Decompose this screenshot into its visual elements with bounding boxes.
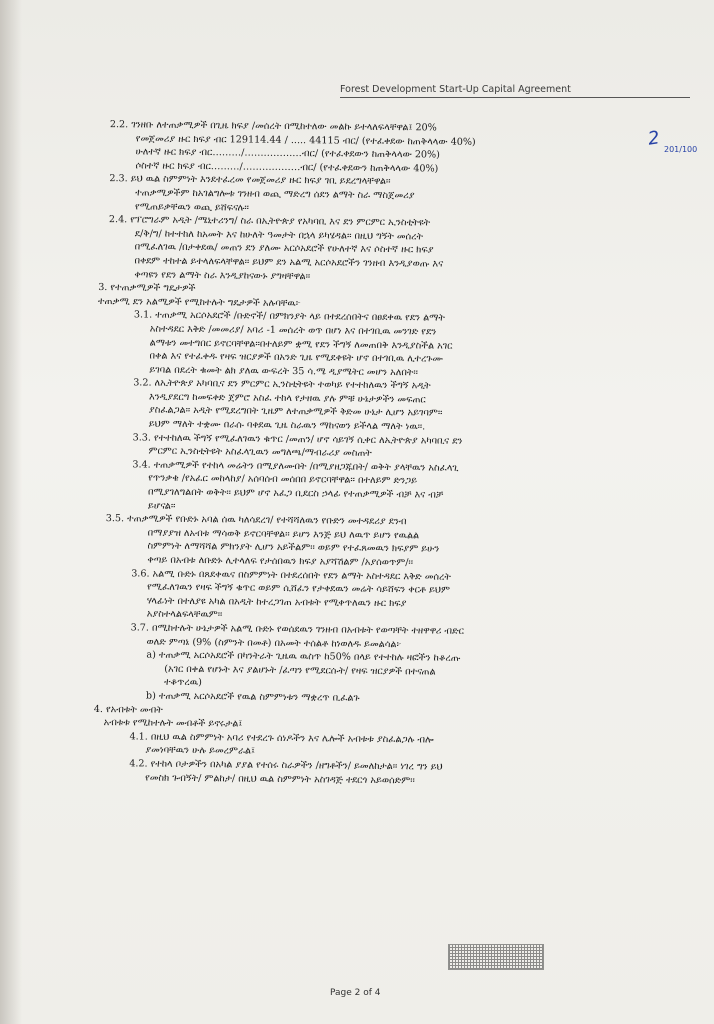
body-line: ሶስተኛ ዙር ክፍያ ብር………/………………ብር/ (የተፈቀደውን ከጠቅላላው 40%) <box>135 160 439 175</box>
scan-edge-shadow <box>0 0 22 1024</box>
body-line: ቀጣይ በአብቱ ለቡድኑ ሊተላለፍ የታሰበዉን ክፍያ አያሻሽልም /አያሰወጥም/፡፡ <box>147 554 414 569</box>
body-line: 4.1. በዚህ ዉል ስምምነት አባሪ የተደረጉ ሰነዶችን እና ሌሎች አብቱቱ ያስፈልጋሉ ብሎ <box>129 731 434 746</box>
body-line: የጥንቃቄ /የአፈር መከላከያ/ አሰባሰብ መሰበበ ይኖርባቸዋል፡፡ በተለይም ድንጋይ <box>148 472 418 487</box>
body-line: ደ/ቅ/ግ/ ከተተከለ ከአመት እና ከሁለት ዓመታት በኋላ ይካሄዳል፡፡ በዚህ ግኝት መሰረት <box>134 228 424 243</box>
body-line: በሚፈለገዉ /በታቀደዉ/ መጠን ደን ያለሙ አርሶአደሮች የሁለተኛ እና ሶስተኛ ዙር ክፍያ <box>134 241 434 256</box>
body-line: 3. የተጠቃሚዎች ግዴታዎች <box>98 282 196 295</box>
body-line: 2.4. የፕሮግራም አዲት /ሜኒተሪንግ/ ስራ በኢትዮጵያ የአካባቢ እና ደን ምርምር ኢንስቲትዩት <box>108 214 431 229</box>
agreement-body-text <box>93 118 690 790</box>
body-line: እንዲያደርግ ከመፍቀድ ጀምሮ አስፈ ተከላ የታዘዉ ያሉ ምቹ ሁኔታዎችን መፍጠር <box>149 391 426 406</box>
body-line: በቀደም ተከተል ይተላለፍላቸዋል፡፡ ይህም ደን አልሚ አርሶአደሮችን ገንዘብ እንዲያወጡ እና <box>134 255 444 270</box>
body-line: 3.5. ተጠቃሚዎች የቡድኑ አባል ሰዉ ካለሳደረገ/ የተሻሻለዉን የቡድን መተዳደሪያ ደንብ <box>105 513 407 528</box>
body-line: 4.2. የተከላ ቦታዎችን በአካል ያያል የተሰሩ ስራዎችን /ዘግቶችን/ ይመለከታል፡፡ ነገረ ግን ይህ <box>129 758 443 773</box>
body-line: ሃላፊነት በተለያዩ አካል በአዲት ከተረጋገጠ አብቱት የሚቀጥለዉን ዙር ክፍያ <box>146 595 407 610</box>
body-line: የሚፈለገዉን የዛፍ ችግኝ ቁጥር ወይም ሲሸፈን የታቀደዉን መሬት ሳይሸፍን ቀርቶ ይህም <box>147 581 451 596</box>
body-line: ምርምር ኢንስቲትዩት አስፈላጊዉን መግለጫ/ማብራሪያ መስጠት <box>148 445 372 460</box>
body-line: ሁለተኛ ዙር ክፍያ ብር………/………………ብር/ (የተፈቀደውን ከጠቅላላው 20%) <box>135 146 440 161</box>
running-header: Forest Development Start-Up Capital Agreement <box>340 84 690 98</box>
body-line: ተጠቃሚዎችም ከአገልግሎቱ ገንዘብ ወጪ ማድረግ ሰደን ልማት ስራ ማስጀመሪያ <box>135 187 415 202</box>
body-line: ተቆጥረዉ) <box>164 677 202 689</box>
body-line: 3.3. የተተከለዉ ችግኝ የሚፈለገዉን ቁጥር /መጠን/ ሆኖ ሳይገኝ ሲቀር ለኢትዮጵያ አካባቢና ደን <box>132 432 463 447</box>
body-line: አስተዳደር እቅድ /መመሪያ/ አባሪ -1 መሰረት ወጥ በሆነ እና በተገቢዉ መንገድ የደን <box>149 323 437 338</box>
body-line: ስምምነት ለማሻሻል ምክንያት ሊሆን አይችልም፡፡ ወይም የተፈጸመዉን ክፍያም ይሁን <box>147 540 440 555</box>
body-line: ወለድ ምጣኔ (9% (ስምንት በመቶ) በአመት ተሰልቶ ከነወለዱ ይመልሳል፦ <box>146 636 402 650</box>
body-line: የመስክ ጉብኝት/ ምልከታ/ በዚህ ዉል ስምምነት አስገዳጅ ተደርጎ አይወሰድም፡፡ <box>145 772 415 786</box>
body-line: ያስፈልጋል፡፡ አዲት የሚደረግበት ጊዜም ለተጠቃሚዎች ቅድመ ሁኔታ ሊሆን አይገባም፡፡ <box>148 404 443 420</box>
body-line: ቀጣዩን የደን ልማት ስራ እንዲያከናውኑ ያግዛቸዋል፡፡ <box>134 268 311 282</box>
body-line: አብቱቱ የሚከተሉት መብቶች ይኖሩታል፤ <box>103 717 243 730</box>
page-number: Page 2 of 4 <box>330 988 381 998</box>
body-line: የሚጠይቃቸዉን ወጪ ይሸፍናሉ፡፡ <box>135 200 250 214</box>
body-line: ያመነባቸዉን ሁሉ ይመረምራል፤ <box>145 744 256 757</box>
body-line: በቀል እና የተፈቀዱ የዛፍ ዝርያዎች በአንድ ጊዜ የሚደቀዩት ሆኖ በተገቢዉ ሊተረጉሙ <box>149 350 444 365</box>
body-line: 2.3. ይህ ዉል ስምምነት እንደተፈረመ የመጀመሪያ ዙር ክፍያ ገቢ ይደረግላቸዋል፡፡ <box>109 173 391 188</box>
body-line: ይህም ማለት ተቋሙ በራሱ ባቀደዉ ጊዜ ስራዉን ማከናወን ይችላል ማለት ነዉ፡፡. <box>148 418 426 433</box>
handwritten-fraction: 201/100 <box>664 145 698 154</box>
body-line: b) ተጠቃሚ አርሶአደሮች የዉል ስምምነቱን ማቋረጥ ቢፈልጉ <box>145 690 360 704</box>
body-line: ልማቱን መተግበር ይኖርባቸዋል፡፡በተለይም ቋሚ የደን ችግኝ ለመጠበቅ እንዲያስችል አገር <box>149 337 453 352</box>
body-line: የመጀመሪያ ዙር ክፍያ ብር 129114.44 / ..... 44115 ብር/ (የተፈቀደው ከጠቅላላው 40%) <box>135 132 476 148</box>
body-line: አያስተላልፍላቸዉም፡፡ <box>146 608 223 621</box>
body-line: a) ተጠቃሚ አርሶአደሮች በካንትራት ጊዜዉ ዉስጥ ከ50% በላይ የተተከሉ ዛፎችን ከቆረጡ <box>146 649 461 664</box>
handwritten-annotation: 2 <box>646 127 661 150</box>
stamp-mark <box>448 944 544 970</box>
body-line: 3.4. ተጠቃሚዎች የተከላ መሬትን በሚያለሙበት /በሚያዘጋጁበት/ ወቅት ያላቸዉን አስፈላጊ <box>132 459 459 474</box>
body-line: በማያያዝ ለአብቱ ማሳወቅ ይኖርባቸዋል፡፡ ይሆን እንጅ ይህ ለዉጥ ይሆን የዉልል <box>147 527 420 542</box>
body-line: (አገር በቀል የሆኑት እና ያልሆኑት /ፈጣን የሚደርሱት/ የዛፍ ዝርያዎች በተናጠል <box>164 663 436 678</box>
body-line: 2.2. ገንዘቡ ለተጠቃሚዎች በጊዜ ክፍያ /መሰረት በሚከተለው መልኩ ይተላለፍላቸዋል፤ 20% <box>109 119 437 134</box>
body-line: ይሆናል፡፡ <box>147 500 176 512</box>
body-line: 3.1. ተጠቃሚ አርሶአደሮች /ቡድኖች/ በምክንያት ላይ በተደረሰበትና በፀደቀዉ የደን ልማት <box>133 309 445 324</box>
body-line: 3.6. አልሚ ቡድኑ በጸደቀዉና በስምምነት በተደረሰበት የደን ልማት አስተዳደር እቅድ መሰረት <box>131 567 451 583</box>
body-line: 3.2. ለኢትዮጵያ አካባቢና ደን ምርምር ኢንስቲትዩት ተወካይ የተተከለዉን ችግኝ አዲት <box>133 377 431 392</box>
body-line: ይገባል በደረት ቁመት ልክ ያለዉ ውፍረት 35 ሳ.ሜ ዲያሜትር መሆን አለበት፡፡ <box>149 364 418 379</box>
body-line: 4. የአብቱት መብት <box>93 703 163 716</box>
body-line: 3.7. በሚከተሉት ሁኔታዎች አልሚ ቡድኑ የወሰደዉን ገንዘብ በአብቱት የወጣቸት ተዘዋዋሪ ብድር <box>130 622 465 637</box>
body-line: በሚያገለግልበት ወቅት፡፡ ይህም ሆኖ አፈጋ ቢደርስ ኃላፊ የተጠቃሚዎች ብቻ እና ብቻ <box>148 486 444 501</box>
body-line: ተጠቃሚ ደን አልሚዎች የሚከተሉት ግዴታዎች አሉባቸዉ፦ <box>98 295 301 309</box>
